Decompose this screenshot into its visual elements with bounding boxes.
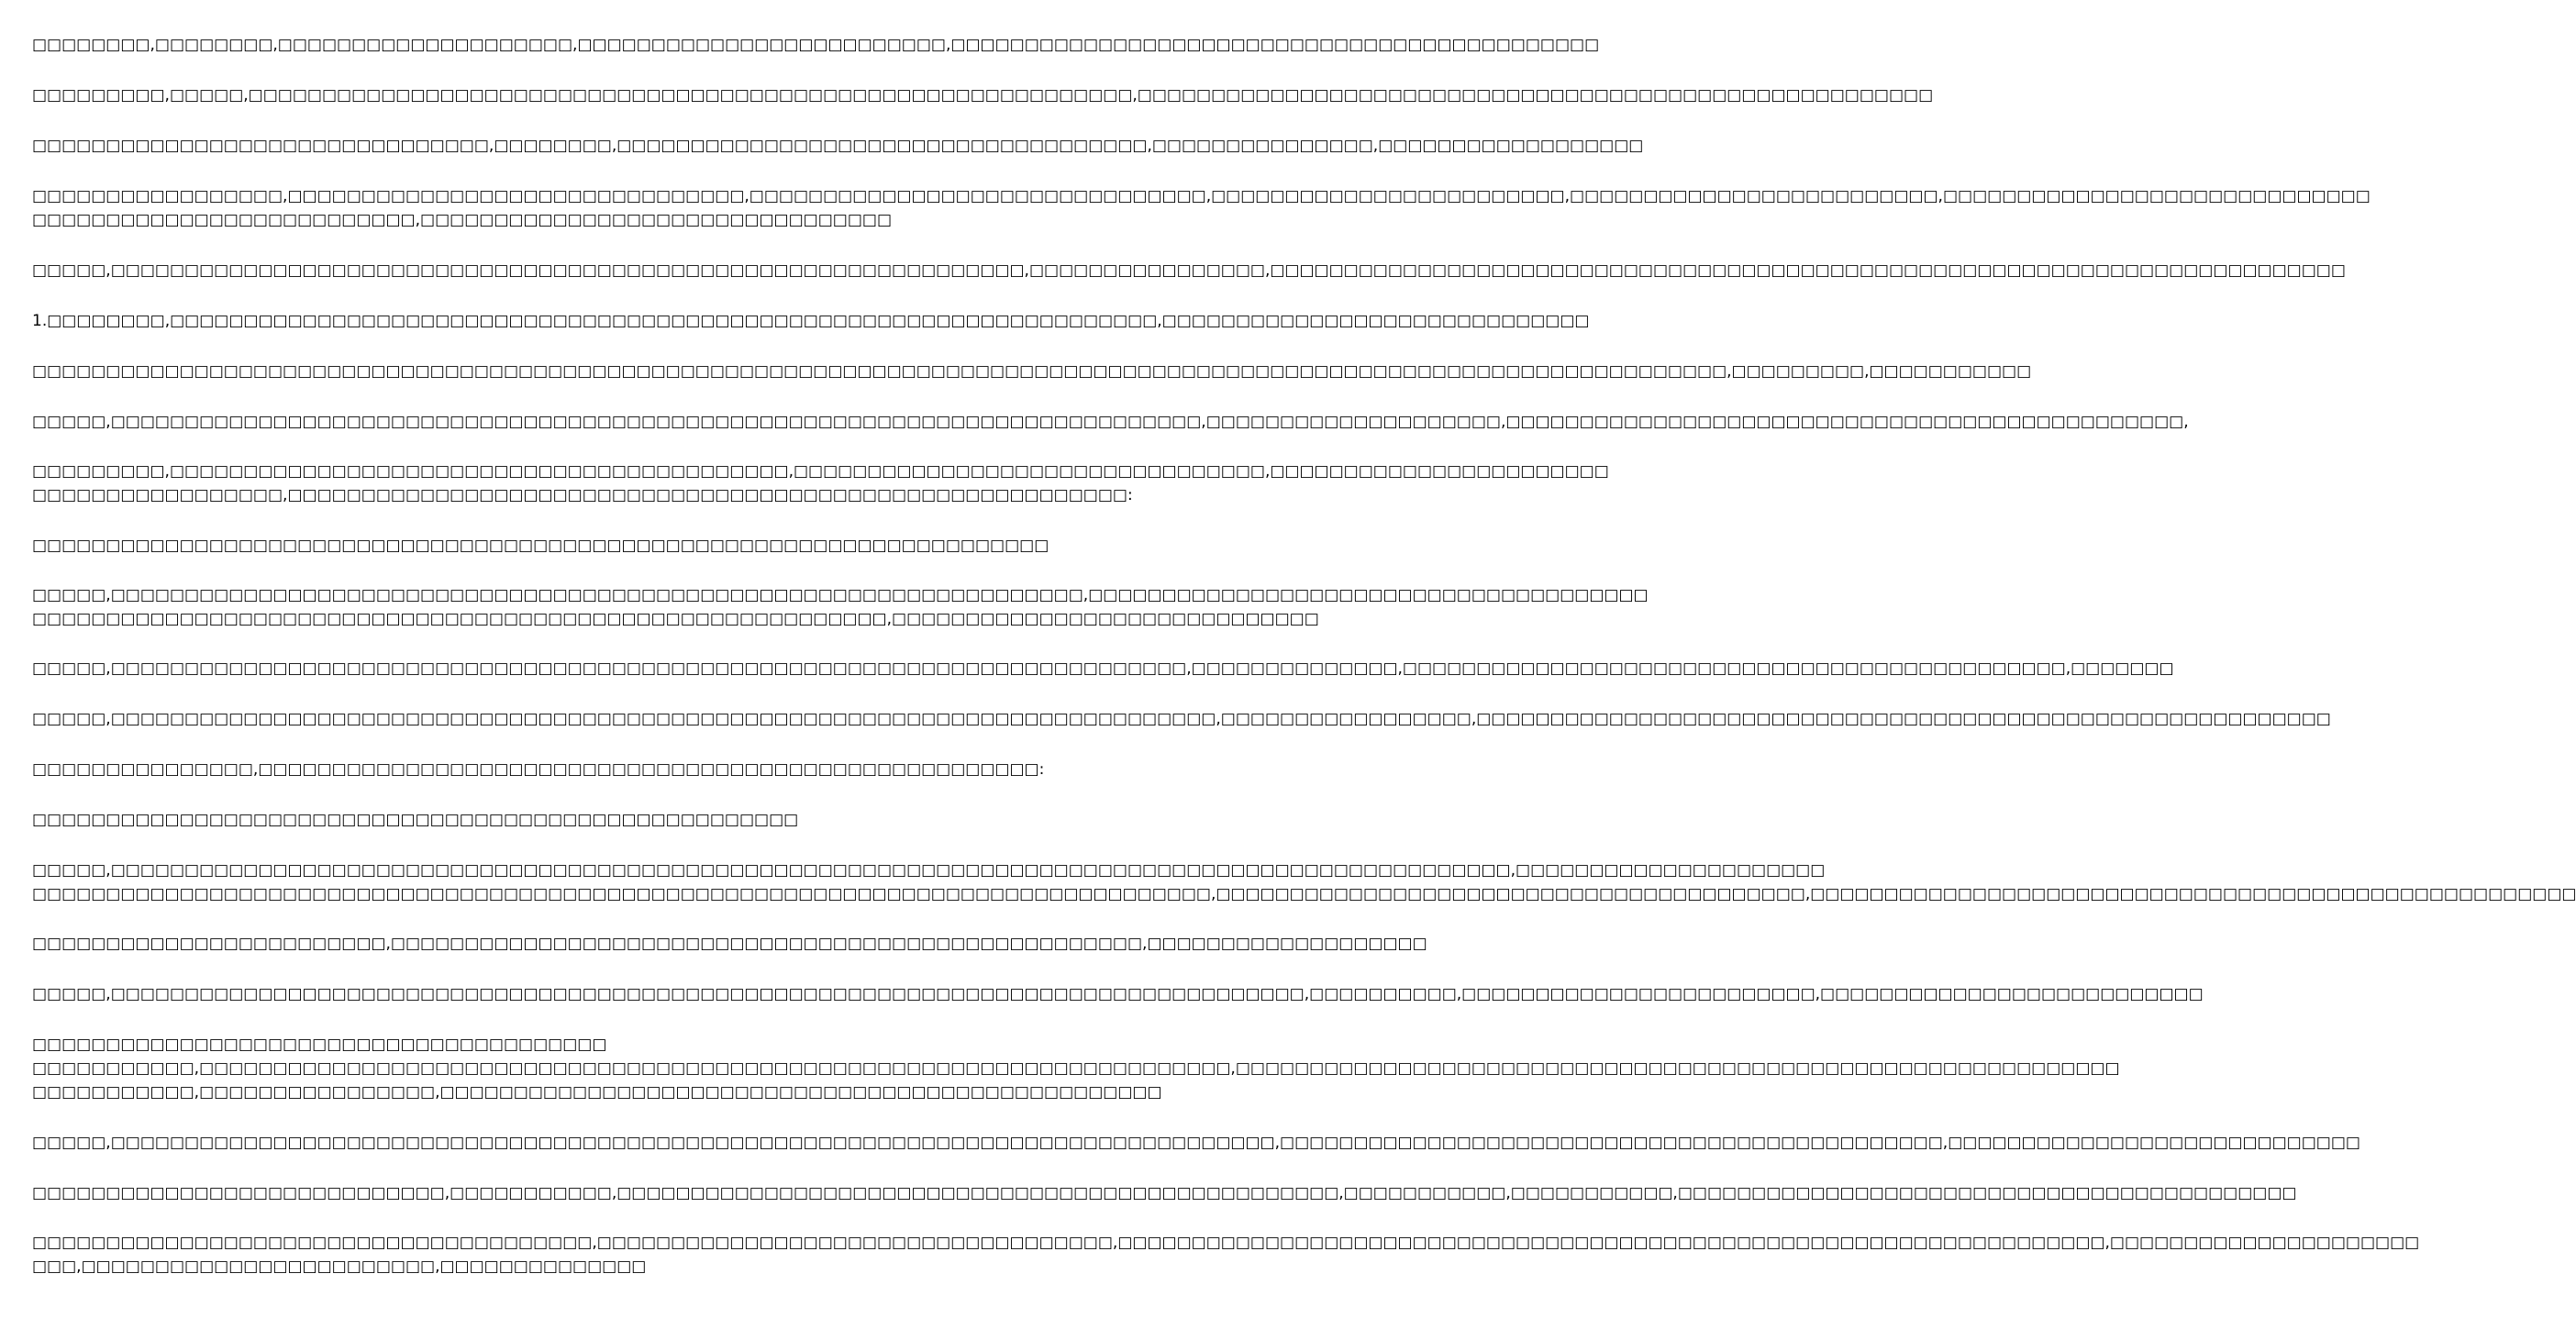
text-line: 1.□□□□□□□□,□□□□□□□□□□□□□□□□□□□□□□□□□□□□□□□□□□□□□□□□□□□□□□□□□□□□□□□□□□□□□□□□□□□,□□□□□□□□□□□□□□□□□□□□□□□□□□□□□	[32, 312, 1590, 330]
text-line: □□□□□□□□□□□□□□□□□□□□□□□□□□□□□□□,□□□□□□□□,□□□□□□□□□□□□□□□□□□□□□□□□□□□□□□□□□□□□,□□□□□□□□□□□□□□□,□□□□□□□□□□□□□□□□□□	[32, 137, 1644, 155]
text-line: □□□□□,□□□□□□□□□□□□□□□□□□□□□□□□□□□□□□□□□□□□□□□□□□□□□□□□□□□□□□□□□□□□□□□□□□□□□□□□□□□□□□□,□□□□□□□□□□□□□□□□□□□□□□□□□□□□□□□□□□□□□□□□□□□□□,□□□□□□□□□□□□□□□□□□□□□□□□□□□□	[32, 1134, 2360, 1152]
text-line: □□□□□,□□□□□□□□□□□□□□□□□□□□□□□□□□□□□□□□□□□□□□□□□□□□□□□□□□□□□□□□□□□□□□,□□□□□□□□□□□□□□□□,□□□□□□□□□□□□□□□□□□□□□□□□□□□□□□□□□□□□□□□□□□□□□□□□□□□□□□□□□□□□□□□□□□□□□□□□□	[32, 261, 2346, 280]
text-line: □□□□□□□□□,□□□□□□□□□□□□□□□□□□□□□□□□□□□□□□□□□□□□□□□□□□,□□□□□□□□□□□□□□□□□□□□□□□□□□□□□□□□,□□□□□□□□□□□□□□□□□□□□□□□	[32, 462, 1609, 481]
text-line: □□□□□□□□□□□□□□□□□□□□□□□□□□□□□□□□□□□□□□□□□□□□□□□□□□□□	[32, 811, 799, 829]
text-line: □□□□□□□□□□□□□□□□□□□□□□□□□□□□□□□□□□□□□□□□□□□□□□□□□□□□□□□□□□□□□□□□□□□□□□□□□□□□□□□□□□□□□□□□□□□□□□□□□□□□□□□□□□□□□□□□□□□,□□□□□□□□□,□□□□□□□□□□□	[32, 362, 2032, 381]
text-line: □□□□□□□□□□□□□□□□□□□□□□□□□□□□□□□□□□□□□□□	[32, 1036, 607, 1054]
text-line: □□□□□□□□□□□□□□□□□□□□□□□□□□□□□□□□□□□□□□□□□□□□□□□□□□□□□□□□□□□□□□□□□□□□□□□□□□□□□□□□,□□□□□□□□□□□□□□□□□□□□□□□□□□□□□□□□□□□□□□□□,□□□□□□□□□□□□□□□□□□□□□□□□□□□□□□□□□□□□□□□□□□□□□□□□□□□□	[32, 885, 2576, 903]
text-line: □□□□□,□□□□□□□□□□□□□□□□□□□□□□□□□□□□□□□□□□□□□□□□□□□□□□□□□□□□□□□□□□□□□□□□□□□□□□□□□□□,□□□□□□□□□□□□□□□□□,□□□□□□□□□□□□□□□□□□□□□□□□□□□□□□□□□□□□□□□□□□□□□□□□□□□□□□□□□□	[32, 710, 2331, 728]
text-line: □□□□□□□□□□□□□□□□□□□□□□□□,□□□□□□□□□□□□□□□□□□□□□□□□□□□□□□□□□□□□□□□□□□□□□□□□□□□,□□□□□□□□□□□□□□□□□□□	[32, 935, 1427, 953]
text-line: □□□□□□□□□□□□□□□□□□□□□□□□□□,□□□□□□□□□□□□□□□□□□□□□□□□□□□□□□□□	[32, 211, 893, 229]
text-line: □□□□□□□□□□□□□□□□□,□□□□□□□□□□□□□□□□□□□□□□□□□□□□□□□,□□□□□□□□□□□□□□□□□□□□□□□□□□□□□□□,□□□□□□□□□□□□□□□□□□□□□□□□,□□□□□□□□□□□□□□□□□□□□□□□□□,□□□□□□□□□□□□□□□□□□□□□□□□□□□□□	[32, 187, 2371, 205]
text-line: □□□□□□□□□□□,□□□□□□□□□□□□□□□□□□□□□□□□□□□□□□□□□□□□□□□□□□□□□□□□□□□□□□□□□□□□□□□□□□□□□□,□□□□□□□□□□□□□□□□□□□□□□□□□□□□□□□□□□□□□□□□□□□□□□□□□□□□□□□□□□□□	[32, 1059, 2120, 1078]
text-line: □□□□□□□□□□□□□□□□□□□□□□□□□□□□□□□□□□□□□□□□□□□□□□□□□□□□□□□□□□,□□□□□□□□□□□□□□□□□□□□□□□□□□□□□	[32, 610, 1319, 628]
text-line: □□□□□□□□□□□□□□□□□,□□□□□□□□□□□□□□□□□□□□□□□□□□□□□□□□□□□□□□□□□□□□□□□□□□□□□□□□□:	[32, 486, 1133, 504]
text-line: □□□□□□□□□,□□□□□,□□□□□□□□□□□□□□□□□□□□□□□□□□□□□□□□□□□□□□□□□□□□□□□□□□□□□□□□□□□□,□□□□□□□□□□□□□□□□□□□□□□□□□□□□□□□□□□□□□□□□□□□□□□□□□□□□□□	[32, 86, 1934, 105]
text-line: □□□□□□□□□□□□□□□□□□□□□□□□□□□□,□□□□□□□□□□□,□□□□□□□□□□□□□□□□□□□□□□□□□□□□□□□□□□□□□□□□□□□□□□□□□,□□□□□□□□□□□,□□□□□□□□□□□,□□□□□□□□□□□□□□□□□□□□□□□□□□□□□□□□□□□□□□□□□□	[32, 1184, 2297, 1202]
text-line: □□□□□,□□□□□□□□□□□□□□□□□□□□□□□□□□□□□□□□□□□□□□□□□□□□□□□□□□□□□□□□□□□□□□□□□□,□□□□□□□□□□□□□□□□□□□□□□□□□□□□□□□□□□□□□□	[32, 586, 1649, 604]
text-line: □□□□□,□□□□□□□□□□□□□□□□□□□□□□□□□□□□□□□□□□□□□□□□□□□□□□□□□□□□□□□□□□□□□□□□□□□□□□□□□□□□□□□□□,□□□□□□□□□□,□□□□□□□□□□□□□□□□□□□□□□□□,□□□□□□□□□□□□□□□□□□□□□□□□□□	[32, 985, 2204, 1003]
text-line: □□□□□□□□□□□□□□□□□□□□□□□□□□□□□□□□□□□□□□,□□□□□□□□□□□□□□□□□□□□□□□□□□□□□□□□□□□,□□□□□□□□□□□□□□□□□□□□□□□□□□□□□□□□□□□□□□□□□□□□□□□□□□□□□□□□□□□□□□□□□□□,□□□□□□□□□□□□□□□□□□□□□	[32, 1234, 2420, 1252]
text-line: □□□□□,□□□□□□□□□□□□□□□□□□□□□□□□□□□□□□□□□□□□□□□□□□□□□□□□□□□□□□□□□□□□□□□□□□□□□□□□□□□□□□□□□□□□□□□□□□□□□□□,□□□□□□□□□□□□□□□□□□□□□	[32, 861, 1826, 880]
text-line: □□□□□,□□□□□□□□□□□□□□□□□□□□□□□□□□□□□□□□□□□□□□□□□□□□□□□□□□□□□□□□□□□□□□□□□□□□□□□□□□,□□□□□□□□□□□□□□□□□□□□,□□□□□□□□□□□□□□□□□□□□□□□□□□□□□□□□□□□□□□□□□□□□□□,	[32, 413, 2189, 431]
text-line: □□□□□□□□□□□,□□□□□□□□□□□□□□□□,□□□□□□□□□□□□□□□□□□□□□□□□□□□□□□□□□□□□□□□□□□□□□□□□□	[32, 1083, 1162, 1102]
text-line: □□□,□□□□□□□□□□□□□□□□□□□□□□□□,□□□□□□□□□□□□□□	[32, 1257, 647, 1276]
text-line: □□□□□,□□□□□□□□□□□□□□□□□□□□□□□□□□□□□□□□□□□□□□□□□□□□□□□□□□□□□□□□□□□□□□□□□□□□□□□□□,□□□□□□□□□□□□□□,□□□□□□□□□□□□□□□□□□□□□□□□□□□□□□□□□□□□□□□□□□□□□,□□□□□□□	[32, 659, 2174, 678]
text-line: □□□□□□□□,□□□□□□□□,□□□□□□□□□□□□□□□□□□□□,□□□□□□□□□□□□□□□□□□□□□□□□□,□□□□□□□□□□□□□□□□□□□□□□□□□□□□□□□□□□□□□□□□□□□□	[32, 36, 1600, 54]
text-line: □□□□□□□□□□□□□□□,□□□□□□□□□□□□□□□□□□□□□□□□□□□□□□□□□□□□□□□□□□□□□□□□□□□□□:	[32, 760, 1045, 779]
text-line: □□□□□□□□□□□□□□□□□□□□□□□□□□□□□□□□□□□□□□□□□□□□□□□□□□□□□□□□□□□□□□□□□□□□□	[32, 537, 1049, 555]
